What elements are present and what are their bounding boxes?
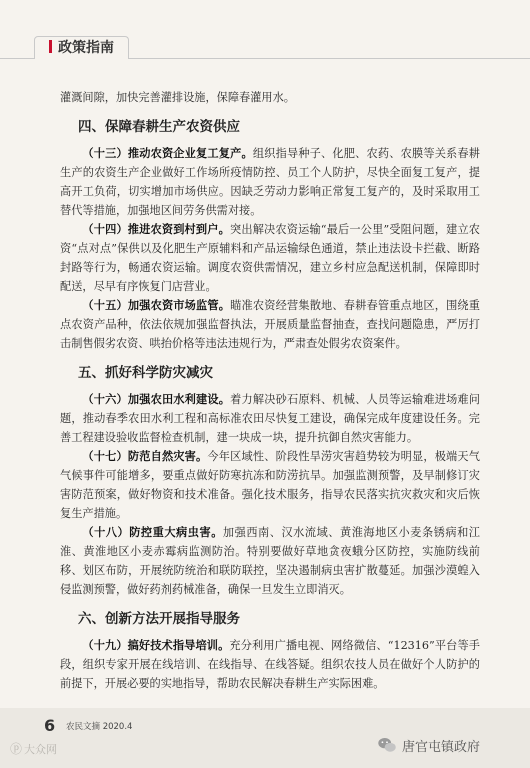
paragraph-19 <box>60 636 480 693</box>
paragraph-16 <box>60 390 480 447</box>
watermark-right-text: 唐官屯镇政府 <box>402 739 481 755</box>
item-body: 着力解决砂石原料、机械、人员等运输难进场难问题，推动春季农田水利工程和高标准农田尽快复工建设，确保完成年度建设任务。完善工程建设验收监督检查机制，建一块成一块，提升抗御自然灾害能力。 <box>60 393 480 444</box>
item-body: 加强西南、汉水流域、黄淮海地区小麦条锈病和江淮、黄淮地区小麦赤霉病监测防治。特别要做好草地贪夜蛾分区防控，实施防线前移、划区布防，开展统防统治和联防联控，坚决遏制病虫害扩散蔓延。加强沙漠蝗入侵监测预警，做好药剂药械准备，确保一旦发生立即消灭。 <box>60 526 480 596</box>
paragraph-13 <box>60 144 480 220</box>
watermark-left-text: 大众网 <box>24 743 58 756</box>
article-body <box>60 88 480 693</box>
section-title: 政策指南 <box>58 40 114 56</box>
item-title: （十九）搞好技术指导培训。 <box>82 638 230 652</box>
accent-bar <box>49 40 52 53</box>
item-body: 突出解决农资运输“最后一公里”受阻问题，建立农资“点对点”保供以及化肥生产原辅料和产品运输绿色通道，禁止违法设卡拦截、断路封路等行为，畅通农资运输。调度农资供需情况，建立乡村应急配送机制，保障即时配送，尽早有序恢复门店营业。 <box>60 223 480 293</box>
logo-mark-icon: ⓟ <box>10 742 23 756</box>
watermark-left <box>10 740 57 757</box>
page-number: 6 <box>44 716 56 735</box>
item-title: （十六）加强农田水利建设。 <box>82 392 231 406</box>
paragraph-17 <box>60 447 480 523</box>
item-body: 充分利用广播电视、网络微信、“12316”平台等手段，组织专家开展在线培训、在线指导、在线答疑。组织农技人员在做好个人防护的前提下，开展必要的实地指导，帮助农民解决春耕生产实际困难。 <box>60 639 480 690</box>
item-title: （十四）推进农资到村到户。 <box>82 222 230 236</box>
item-title: （十三）推动农资企业复工复产。 <box>82 146 253 160</box>
item-body: 组织指导种子、化肥、农药、农膜等关系春耕生产的农资生产企业做好工作场所疫情防控、员工个人防护，尽快全面复工复产，提高开工负荷，切实增加市场供应。因缺乏劳动力影响正常复工复产的，及时采取用工替代等措施，加强地区间劳务供需对接。 <box>60 147 480 217</box>
watermark-right <box>376 734 480 756</box>
intro-paragraph: 灌溉间隙，加快完善灌排设施，保障春灌用水。 <box>60 91 295 104</box>
item-title: （十五）加强农资市场监管。 <box>82 298 231 312</box>
journal-issue: 农民文摘 2020.4 <box>66 722 133 732</box>
item-title: （十七）防范自然灾害。 <box>82 449 208 463</box>
paragraph-14 <box>60 220 480 296</box>
section-5-heading: 五、抓好科学防灾减灾 <box>78 365 213 381</box>
item-title: （十八）防控重大病虫害。 <box>82 525 223 539</box>
section-6-heading: 六、创新方法开展指导服务 <box>78 611 240 627</box>
item-body: 今年区域性、阶段性旱涝灾害趋势较为明显，极端天气气候事件可能增多，要重点做好防寒抗冻和防涝抗旱。加强监测预警，及早制修订灾害防范预案，做好物资和技术准备。强化技术服务，指导农民落实抗灾救灾和灾后恢复生产措施。 <box>60 450 480 520</box>
wechat-icon <box>376 734 398 756</box>
paragraph-18 <box>60 523 480 599</box>
section-4-heading: 四、保障春耕生产农资供应 <box>78 119 240 135</box>
section-tab <box>34 36 129 59</box>
paragraph-15 <box>60 296 480 353</box>
item-body: 瞄准农资经营集散地、春耕春管重点地区，围绕重点农资产品种，依法依规加强监督执法，开展质量监督抽查，查找问题隐患，严厉打击制售假劣农资、哄抬价格等违法违规行为，严肃查处假劣农资案件。 <box>60 299 480 350</box>
